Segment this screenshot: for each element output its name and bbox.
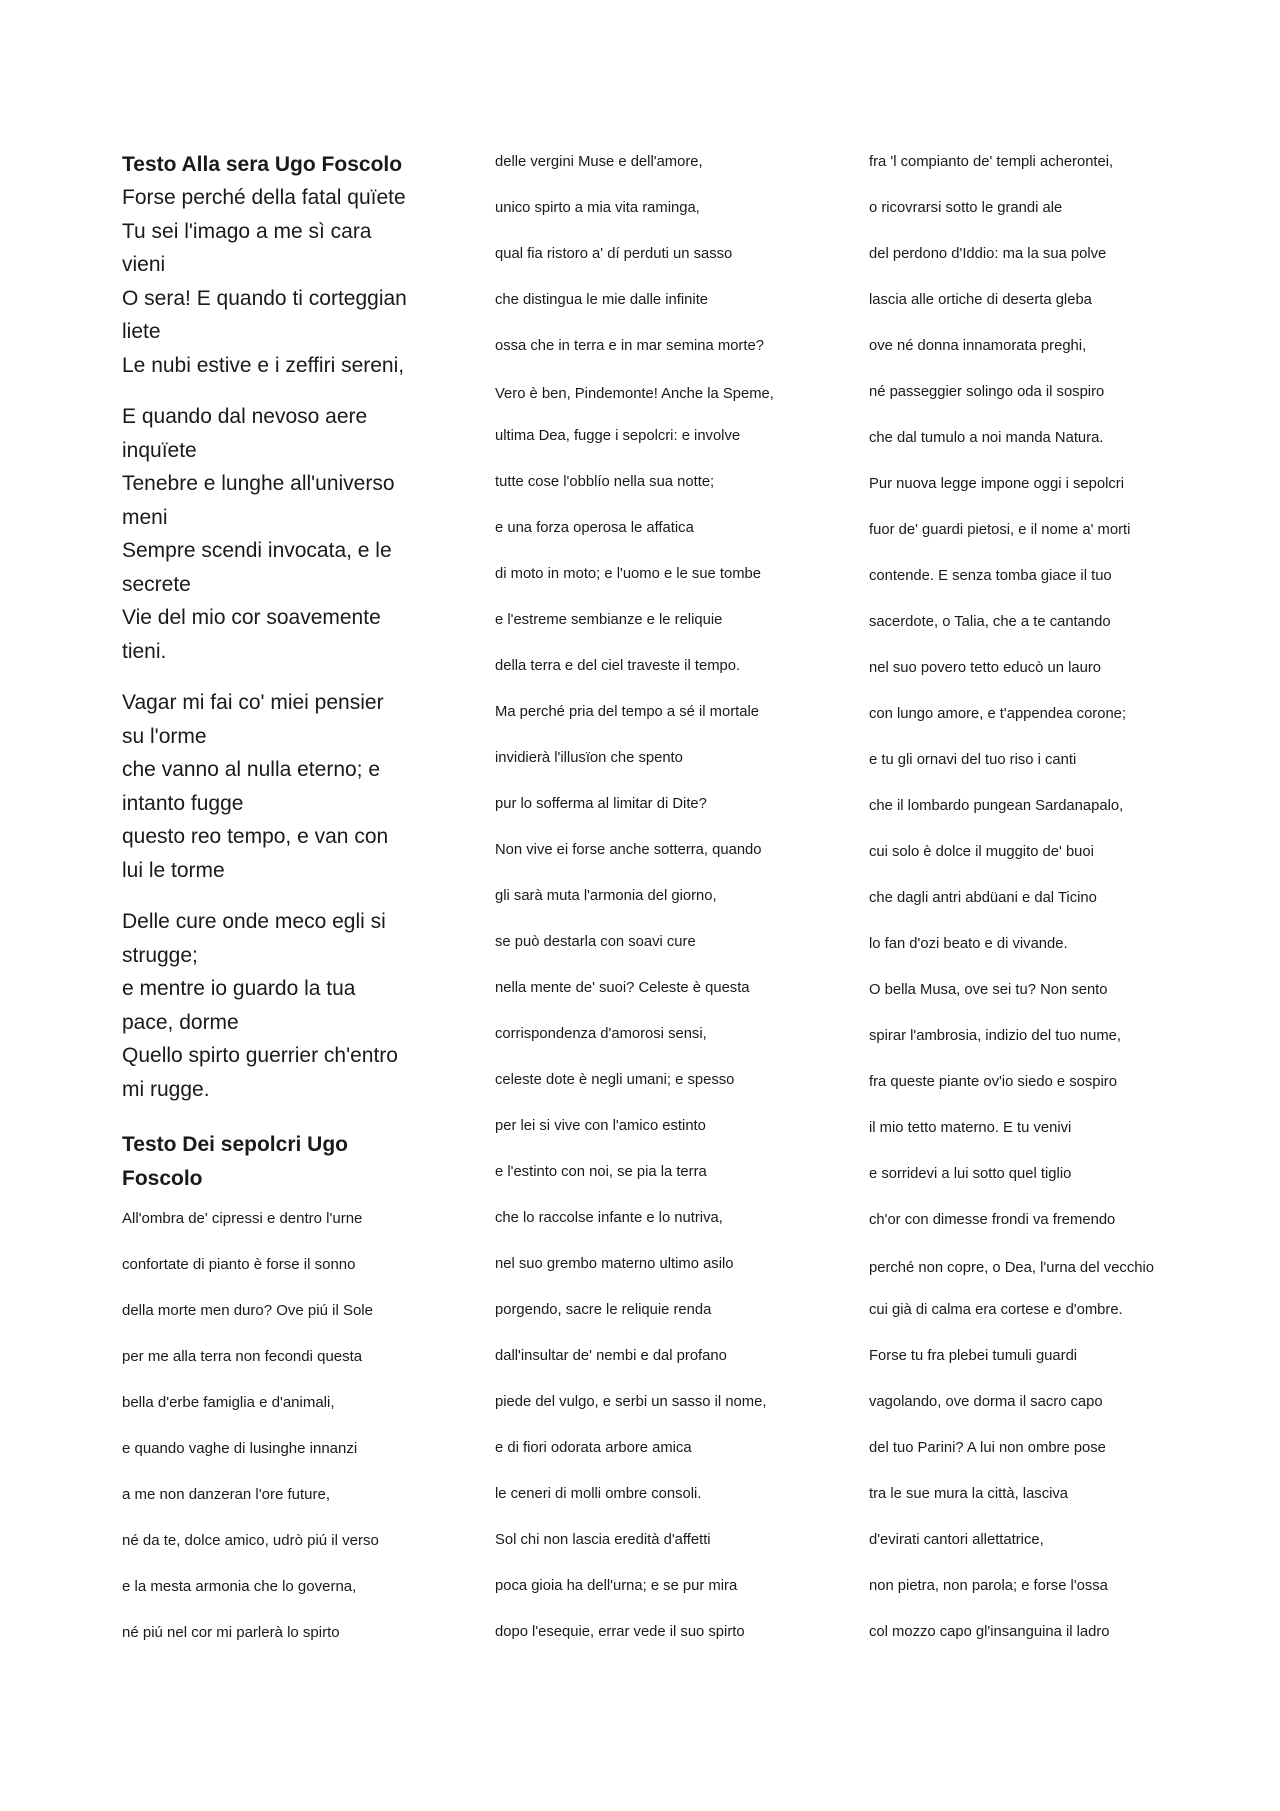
verse-line: confortate di pianto è forse il sonno — [122, 1256, 356, 1273]
verse-line: che dagli antri abdüani e dal Ticino — [869, 890, 1097, 906]
verse-line: Pur nuova legge impone oggi i sepolcri — [869, 476, 1124, 492]
verse-line: del tuo Parini? A lui non ombre pose — [869, 1440, 1106, 1456]
verse-line: che vanno al nulla eterno; e — [122, 758, 381, 781]
verse-line: se può destarla con soavi cure — [495, 934, 696, 950]
verse-line: e l'estinto con noi, se pia la terra — [495, 1164, 707, 1180]
verse-line: e una forza operosa le affatica — [495, 520, 694, 536]
verse-line: Sempre scendi invocata, e le — [122, 539, 392, 562]
verse-line: O sera! E quando ti corteggian — [122, 286, 407, 310]
verse-line: e tu gli ornavi del tuo riso i canti — [869, 752, 1077, 768]
verse-line: celeste dote è negli umani; e spesso — [495, 1072, 735, 1088]
verse-line: Vagar mi fai co' miei pensier — [122, 691, 384, 714]
verse-line: d'evirati cantori allettatrice, — [869, 1532, 1044, 1548]
verse-line: lascia alle ortiche di deserta gleba — [869, 292, 1092, 308]
verse-line: col mozzo capo gl'insanguina il ladro — [869, 1624, 1110, 1640]
verse-line: tieni. — [122, 639, 167, 663]
verse-line: questo reo tempo, e van con — [122, 825, 389, 848]
verse-line: di moto in moto; e l'uomo e le sue tombe — [495, 566, 762, 582]
verse-line: Non vive ei forse anche sotterra, quando — [495, 842, 762, 858]
verse-line: All'ombra de' cipressi e dentro l'urne — [122, 1210, 363, 1227]
verse-line: ossa che in terra e in mar semina morte? — [495, 338, 764, 354]
verse-line: liete — [122, 320, 161, 343]
verse-line: pur lo sofferma al limitar di Dite? — [495, 796, 707, 812]
verse-line: che il lombardo pungean Sardanapalo, — [869, 798, 1124, 814]
poem2-title-line: Foscolo — [122, 1166, 203, 1190]
verse-line: né piú nel cor mi parlerà lo spirto — [122, 1624, 340, 1641]
verse-line: cui solo è dolce il muggito de' buoi — [869, 844, 1094, 860]
verse-line: del perdono d'Iddio: ma la sua polve — [869, 246, 1107, 262]
verse-line: nel suo povero tetto educò un lauro — [869, 660, 1101, 676]
verse-line: Le nubi estive e i zeffiri sereni, — [122, 353, 405, 377]
stanza — [122, 400, 422, 668]
verse-line: meni — [122, 505, 168, 529]
verse-line: Forse tu fra plebei tumuli guardi — [869, 1348, 1078, 1364]
stanza — [122, 686, 422, 887]
verse-line: Tu sei l'imago a me sì cara — [122, 219, 372, 243]
verse-line: e mentre io guardo la tua — [122, 977, 356, 1000]
verse-line: vagolando, ove dorma il sacro capo — [869, 1394, 1103, 1410]
verse-line: il mio tetto materno. E tu venivi — [869, 1120, 1072, 1136]
verse-line: Tenebre e lunghe all'universo — [122, 472, 395, 495]
verse-line: nel suo grembo materno ultimo asilo — [495, 1256, 734, 1272]
stanza — [122, 905, 422, 1106]
verse-line: né da te, dolce amico, udrò piú il verso — [122, 1532, 379, 1549]
verse-line: cui già di calma era cortese e d'ombre. — [869, 1302, 1123, 1318]
verse-line: tra le sue mura la città, lasciva — [869, 1486, 1069, 1502]
verse-line: per me alla terra non fecondi questa — [122, 1348, 363, 1365]
verse-line: contende. E senza tomba giace il tuo — [869, 568, 1112, 584]
verse-line: sacerdote, o Talia, che a te cantando — [869, 614, 1111, 630]
verse-line: con lungo amore, e t'appendea corone; — [869, 706, 1127, 722]
verse-line: fuor de' guardi pietosi, e il nome a' morti — [869, 522, 1131, 538]
verse-line: ove né donna innamorata preghi, — [869, 338, 1087, 354]
verse-line: fra 'l compianto de' templi acherontei, — [869, 154, 1114, 170]
verse-line: a me non danzeran l'ore future, — [122, 1486, 330, 1503]
verse-line: della terra e del ciel traveste il tempo. — [495, 658, 741, 674]
verse-line: Quello spirto guerrier ch'entro — [122, 1044, 398, 1067]
verse-line: E quando dal nevoso aere — [122, 405, 368, 428]
verse-line: e l'estreme sembianze e le reliquie — [495, 612, 723, 628]
verse-line: Ma perché pria del tempo a sé il mortale — [495, 704, 760, 720]
verse-line: Forse perché della fatal quïete — [122, 186, 406, 209]
verse-line: Sol chi non lascia eredità d'affetti — [495, 1532, 711, 1548]
verse-line: ch'or con dimesse frondi va fremendo — [869, 1212, 1116, 1228]
verse-line: dall'insultar de' nembi e dal profano — [495, 1348, 727, 1364]
verse-line: dopo l'esequie, errar vede il suo spirto — [495, 1624, 745, 1640]
verse-line: pace, dorme — [122, 1010, 239, 1034]
verse-line: le ceneri di molli ombre consoli. — [495, 1486, 702, 1502]
verse-line: o ricovrarsi sotto le grandi ale — [869, 200, 1063, 216]
verse-line: inquïete — [122, 438, 197, 462]
verse-line: che distingua le mie dalle infinite — [495, 292, 709, 308]
verse-line: che lo raccolse infante e lo nutriva, — [495, 1210, 723, 1226]
verse-line: e la mesta armonia che lo governa, — [122, 1578, 357, 1595]
column-1 — [122, 148, 422, 1669]
verse-line: lo fan d'ozi beato e di vivande. — [869, 936, 1068, 952]
verse-line: Vero è ben, Pindemonte! Anche la Speme, — [495, 386, 774, 402]
verse-line: fra queste piante ov'io siedo e sospiro — [869, 1074, 1117, 1090]
verse-line: bella d'erbe famiglia e d'animali, — [122, 1394, 335, 1411]
verse-line: invidierà l'illusïon che spento — [495, 750, 683, 766]
verse-line: perché non copre, o Dea, l'urna del vecchio — [869, 1260, 1154, 1276]
verse-line: né passeggier solingo oda il sospiro — [869, 384, 1105, 400]
column-3 — [869, 152, 1169, 1668]
verse-line: Delle cure onde meco egli si — [122, 910, 386, 933]
verse-line: lui le torme — [122, 858, 225, 882]
verse-line: della morte men duro? Ove piú il Sole — [122, 1302, 373, 1319]
verse-line: Vie del mio cor soavemente — [122, 606, 381, 629]
poem2-title-line: Testo Dei sepolcri Ugo — [122, 1133, 348, 1156]
verse-line: corrispondenza d'amorosi sensi, — [495, 1026, 707, 1042]
verse-line: che dal tumulo a noi manda Natura. — [869, 430, 1104, 446]
verse-line: vieni — [122, 253, 166, 276]
verse-line: delle vergini Muse e dell'amore, — [495, 154, 703, 170]
stanza — [122, 181, 422, 382]
verse-line: spirar l'ambrosia, indizio del tuo nume, — [869, 1028, 1122, 1044]
verse-line: secrete — [122, 572, 191, 596]
verse-line: piede del vulgo, e serbi un sasso il nome, — [495, 1394, 767, 1410]
verse-line: intanto fugge — [122, 791, 244, 815]
verse-line: e quando vaghe di lusinghe innanzi — [122, 1440, 358, 1457]
verse-line: unico spirto a mia vita raminga, — [495, 200, 700, 216]
verse-line: e sorridevi a lui sotto quel tiglio — [869, 1166, 1072, 1182]
verse-line: mi rugge. — [122, 1077, 210, 1101]
poem2-title — [122, 1128, 422, 1195]
verse-line: tutte cose l'obblío nella sua notte; — [495, 474, 715, 490]
verse-line: su l'orme — [122, 724, 207, 748]
poem2-column-1-verses — [122, 1209, 422, 1643]
verse-line: nella mente de' suoi? Celeste è questa — [495, 980, 750, 996]
verse-line: qual fia ristoro a' dí perduti un sasso — [495, 246, 733, 262]
verse-line: strugge; — [122, 943, 198, 967]
verse-line: e di fiori odorata arbore amica — [495, 1440, 692, 1456]
verse-line: gli sarà muta l'armonia del giorno, — [495, 888, 717, 904]
verse-line: porgendo, sacre le reliquie renda — [495, 1302, 712, 1318]
verse-line: O bella Musa, ove sei tu? Non sento — [869, 982, 1108, 998]
poem1-title: Testo Alla sera Ugo Foscolo — [122, 153, 403, 176]
column-2 — [495, 152, 795, 1668]
verse-line: per lei si vive con l'amico estinto — [495, 1118, 706, 1134]
verse-line: non pietra, non parola; e forse l'ossa — [869, 1578, 1108, 1594]
verse-line: ultima Dea, fugge i sepolcri: e involve — [495, 428, 741, 444]
verse-line: poca gioia ha dell'urna; e se pur mira — [495, 1578, 738, 1594]
